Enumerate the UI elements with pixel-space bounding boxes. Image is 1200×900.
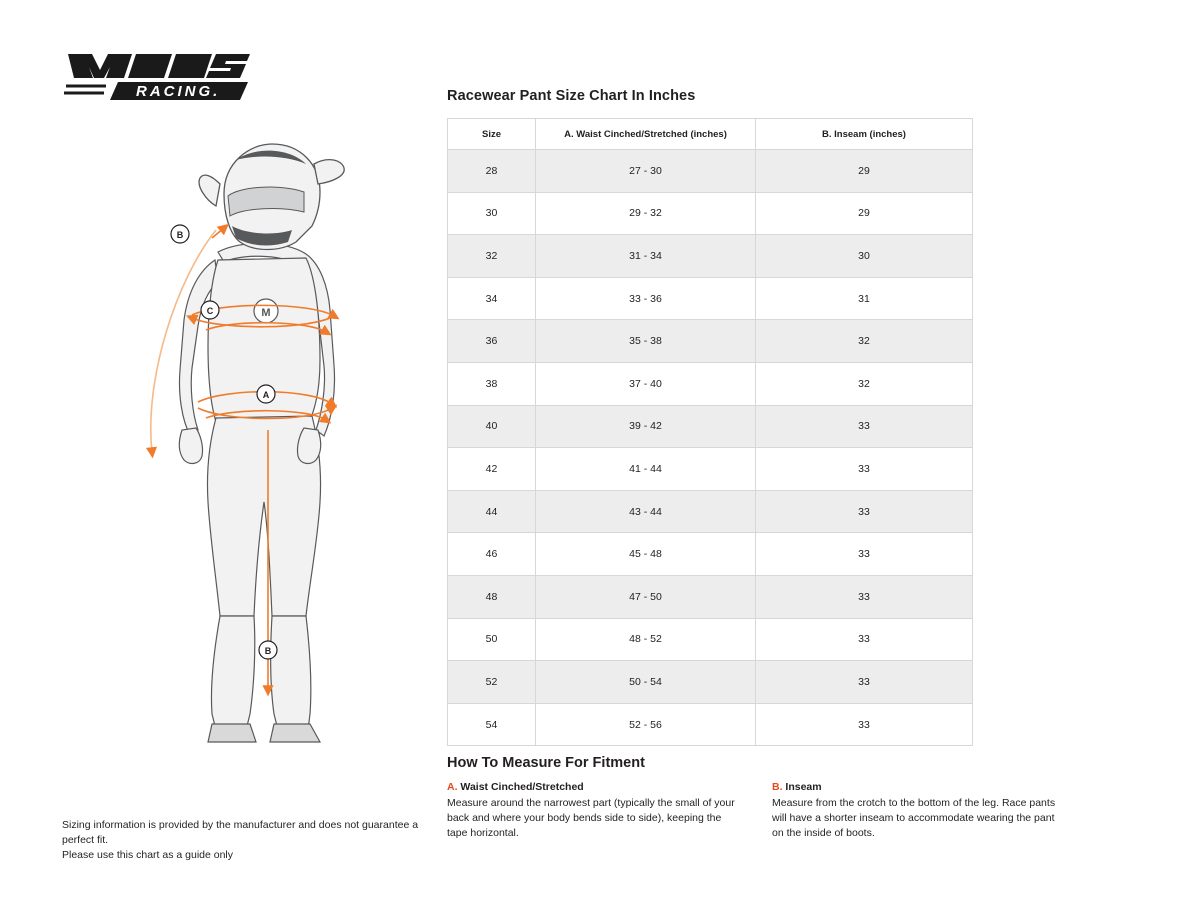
column-header-waist: A. Waist Cinched/Stretched (inches) [536, 119, 756, 150]
table-row [448, 362, 973, 405]
cell-waist: 48 - 52 [536, 618, 756, 661]
cell-inseam: 33 [756, 448, 973, 491]
cell-waist: 35 - 38 [536, 320, 756, 363]
cell-inseam: 32 [756, 362, 973, 405]
table-row [448, 533, 973, 576]
measure-body-b: Measure from the crotch to the bottom of the leg. Race pants will have a shorter inseam to accommodate wearing the pant on the inside of boots. [772, 797, 1056, 840]
cell-waist: 52 - 56 [536, 703, 756, 746]
svg-text:RACING.: RACING. [136, 83, 221, 100]
column-header-size: Size [448, 119, 536, 150]
cell-size: 38 [448, 362, 536, 405]
cell-inseam: 31 [756, 277, 973, 320]
rider-figure-icon [120, 130, 420, 750]
cell-size: 44 [448, 490, 536, 533]
callout-b-top: B [176, 230, 184, 240]
measure-heading-b: Inseam [785, 781, 822, 793]
cell-inseam: 29 [756, 192, 973, 235]
how-to-measure-title: How To Measure For Fitment [447, 755, 645, 771]
cell-size: 46 [448, 533, 536, 576]
cell-waist: 33 - 36 [536, 277, 756, 320]
callout-b-bottom: B [264, 646, 272, 656]
measure-letter-b: B. [772, 781, 783, 793]
cell-size: 48 [448, 575, 536, 618]
disclaimer-line-2: Please use this chart as a guide only [62, 849, 234, 862]
callout-c: C [206, 306, 214, 316]
cell-size: 54 [448, 703, 536, 746]
table-header-row [448, 119, 973, 150]
table-row [448, 490, 973, 533]
table-row [448, 703, 973, 746]
table-row [448, 661, 973, 704]
cell-inseam: 33 [756, 533, 973, 576]
size-chart-section [447, 88, 972, 746]
table-row [448, 150, 973, 193]
column-header-inseam: B. Inseam (inches) [756, 119, 973, 150]
cell-inseam: 33 [756, 661, 973, 704]
cell-size: 42 [448, 448, 536, 491]
cell-waist: 37 - 40 [536, 362, 756, 405]
cell-size: 36 [448, 320, 536, 363]
table-row [448, 192, 973, 235]
cell-waist: 41 - 44 [536, 448, 756, 491]
table-row [448, 320, 973, 363]
disclaimer [62, 818, 432, 864]
cell-waist: 39 - 42 [536, 405, 756, 448]
cell-waist: 31 - 34 [536, 235, 756, 278]
cell-inseam: 29 [756, 150, 973, 193]
table-row [448, 448, 973, 491]
cell-inseam: 30 [756, 235, 973, 278]
callout-a: A [262, 390, 270, 400]
cell-waist: 29 - 32 [536, 192, 756, 235]
moose-racing-logo-icon [62, 48, 252, 108]
measure-body-a: Measure around the narrowest part (typically the small of your back and where your body bends side to side), keeping the tape horizontal. [447, 797, 735, 840]
table-row [448, 618, 973, 661]
measure-item-waist [447, 781, 742, 842]
cell-inseam: 32 [756, 320, 973, 363]
size-chart-table [447, 118, 973, 746]
table-row [448, 277, 973, 320]
cell-size: 30 [448, 192, 536, 235]
cell-inseam: 33 [756, 703, 973, 746]
cell-waist: 45 - 48 [536, 533, 756, 576]
table-body [448, 150, 973, 746]
cell-size: 50 [448, 618, 536, 661]
cell-inseam: 33 [756, 490, 973, 533]
rider-illustration [120, 130, 420, 750]
cell-waist: 43 - 44 [536, 490, 756, 533]
table-row [448, 235, 973, 278]
measure-item-inseam [772, 781, 1067, 842]
cell-waist: 47 - 50 [536, 575, 756, 618]
cell-inseam: 33 [756, 618, 973, 661]
how-to-measure-section [447, 755, 1087, 842]
disclaimer-line-1: Sizing information is provided by the manufacturer and does not guarantee a perfect fit. [62, 819, 419, 847]
cell-size: 28 [448, 150, 536, 193]
page-title: Racewear Pant Size Chart In Inches [447, 88, 696, 104]
measure-heading-a: Waist Cinched/Stretched [460, 781, 584, 793]
cell-size: 32 [448, 235, 536, 278]
cell-waist: 27 - 30 [536, 150, 756, 193]
table-row [448, 405, 973, 448]
measure-letter-a: A. [447, 781, 458, 793]
brand-logo [62, 48, 252, 108]
table-row [448, 575, 973, 618]
cell-waist: 50 - 54 [536, 661, 756, 704]
cell-inseam: 33 [756, 405, 973, 448]
cell-size: 34 [448, 277, 536, 320]
cell-size: 40 [448, 405, 536, 448]
cell-inseam: 33 [756, 575, 973, 618]
chest-logo-m: M [261, 307, 271, 319]
cell-size: 52 [448, 661, 536, 704]
